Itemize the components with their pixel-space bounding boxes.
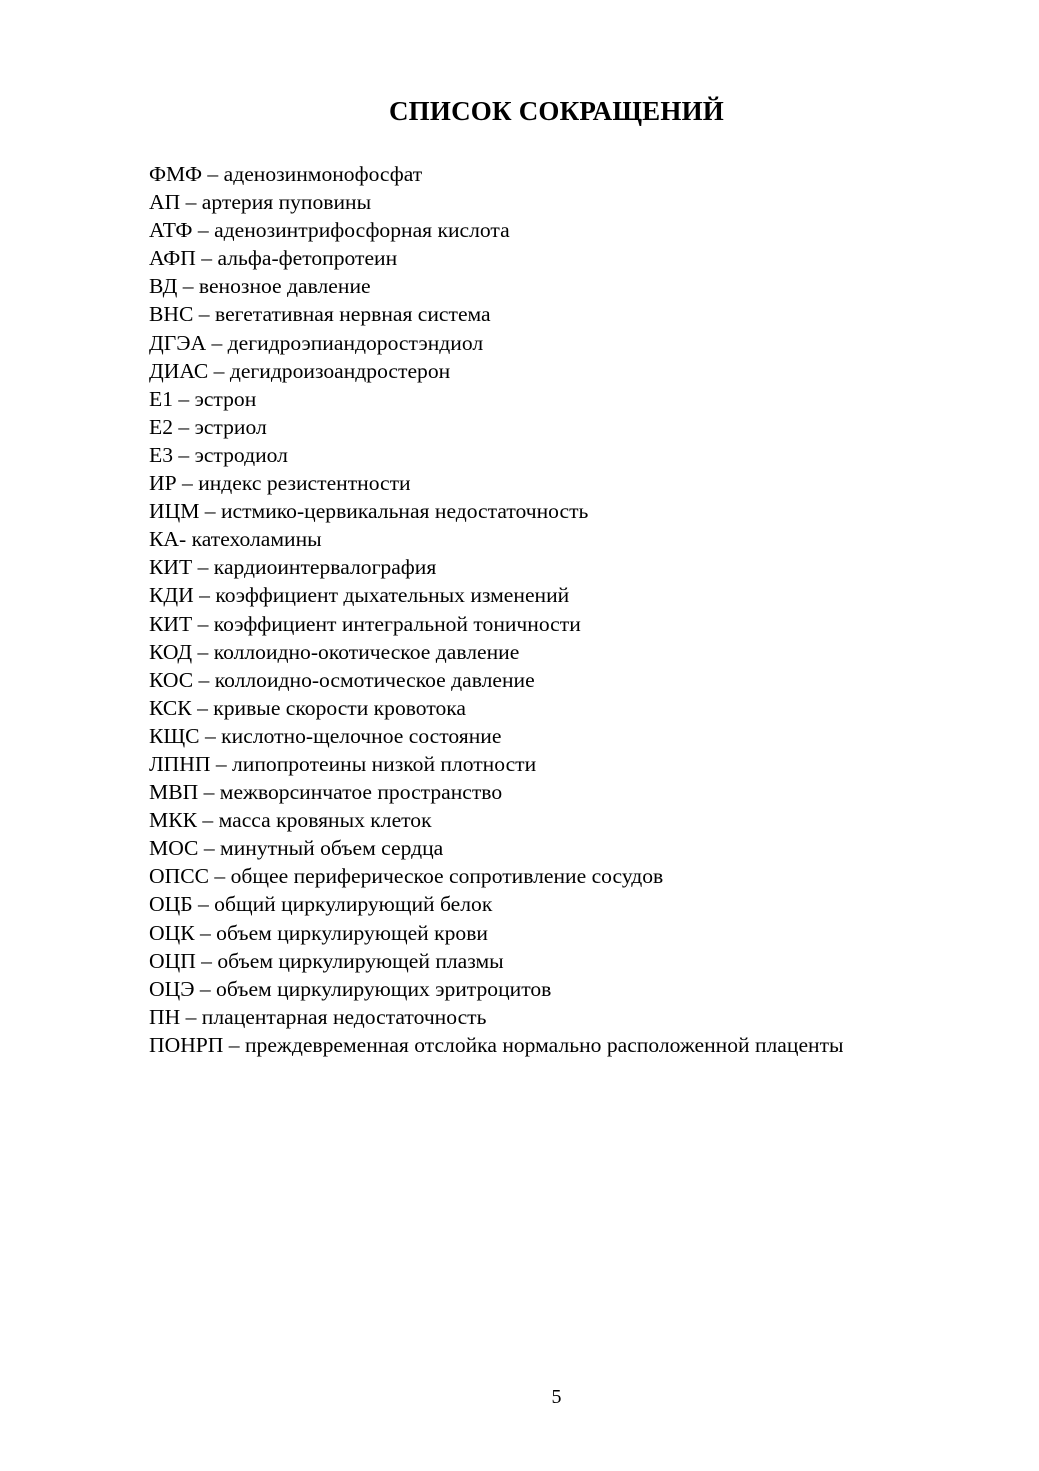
abbreviation-item: КОД – коллоидно-окотическое давление — [149, 639, 520, 664]
abbreviation-item: КА- катехоламины — [149, 527, 322, 552]
abbreviation-list — [149, 160, 844, 1059]
abbreviation-item: КЩС – кислотно-щелочное состояние — [149, 723, 502, 748]
abbreviation-item: МОС – минутный объем сердца — [149, 836, 444, 861]
abbreviation-item: КОС – коллоидно-осмотическое давление — [149, 667, 535, 692]
abbreviation-item: КДИ – коэффициент дыхательных изменений — [149, 583, 570, 608]
abbreviation-item: Е1 – эстрон — [149, 386, 257, 411]
abbreviation-item: АТФ – аденозинтрифосфорная кислота — [149, 218, 510, 243]
page-number: 5 — [551, 1386, 562, 1408]
abbreviation-item: ВНС – вегетативная нервная система — [149, 302, 491, 327]
abbreviation-item: ПН – плацентарная недостаточность — [149, 1004, 487, 1029]
page-title: СПИСОК СОКРАЩЕНИЙ — [388, 96, 724, 126]
abbreviation-item: ВД – венозное давление — [149, 274, 371, 299]
abbreviation-item: ПОНРП – преждевременная отслойка нормально расположенной плаценты — [149, 1032, 844, 1057]
abbreviation-item: МВП – межворсинчатое пространство — [149, 780, 503, 805]
abbreviation-item: ФМФ – аденозинмонофосфат — [149, 162, 423, 186]
abbreviation-item: Е3 – эстродиол — [149, 442, 288, 467]
abbreviation-item: МКК – масса кровяных клеток — [149, 808, 432, 833]
abbreviation-item: ДИАС – дегидроизоандростерон — [149, 358, 451, 383]
abbreviation-item: КСК – кривые скорости кровотока — [149, 695, 467, 720]
abbreviation-item: ОЦБ – общий циркулирующий белок — [149, 892, 493, 917]
abbreviation-item: ОЦК – объем циркулирующей крови — [149, 920, 488, 945]
abbreviation-item: ОЦП – объем циркулирующей плазмы — [149, 948, 504, 973]
abbreviation-item: АФП – альфа-фетопротеин — [149, 246, 398, 271]
abbreviation-item: ИЦМ – истмико-цервикальная недостаточность — [149, 499, 589, 524]
abbreviation-item: ДГЭА – дегидроэпиандоростэндиол — [149, 330, 484, 355]
abbreviation-item: КИТ – кардиоинтервалография — [149, 555, 437, 580]
abbreviation-item: ОЦЭ – объем циркулирующих эритроцитов — [149, 976, 552, 1001]
abbreviation-item: КИТ – коэффициент интегральной тоничности — [149, 611, 581, 636]
abbreviation-item: ОПСС – общее периферическое сопротивление сосудов — [149, 864, 664, 889]
abbreviation-item: Е2 – эстриол — [149, 414, 267, 439]
abbreviation-item: ИР – индекс резистентности — [149, 471, 411, 496]
abbreviation-item: АП – артерия пуповины — [149, 190, 372, 215]
abbreviation-item: ЛПНП – липопротеины низкой плотности — [149, 751, 537, 776]
